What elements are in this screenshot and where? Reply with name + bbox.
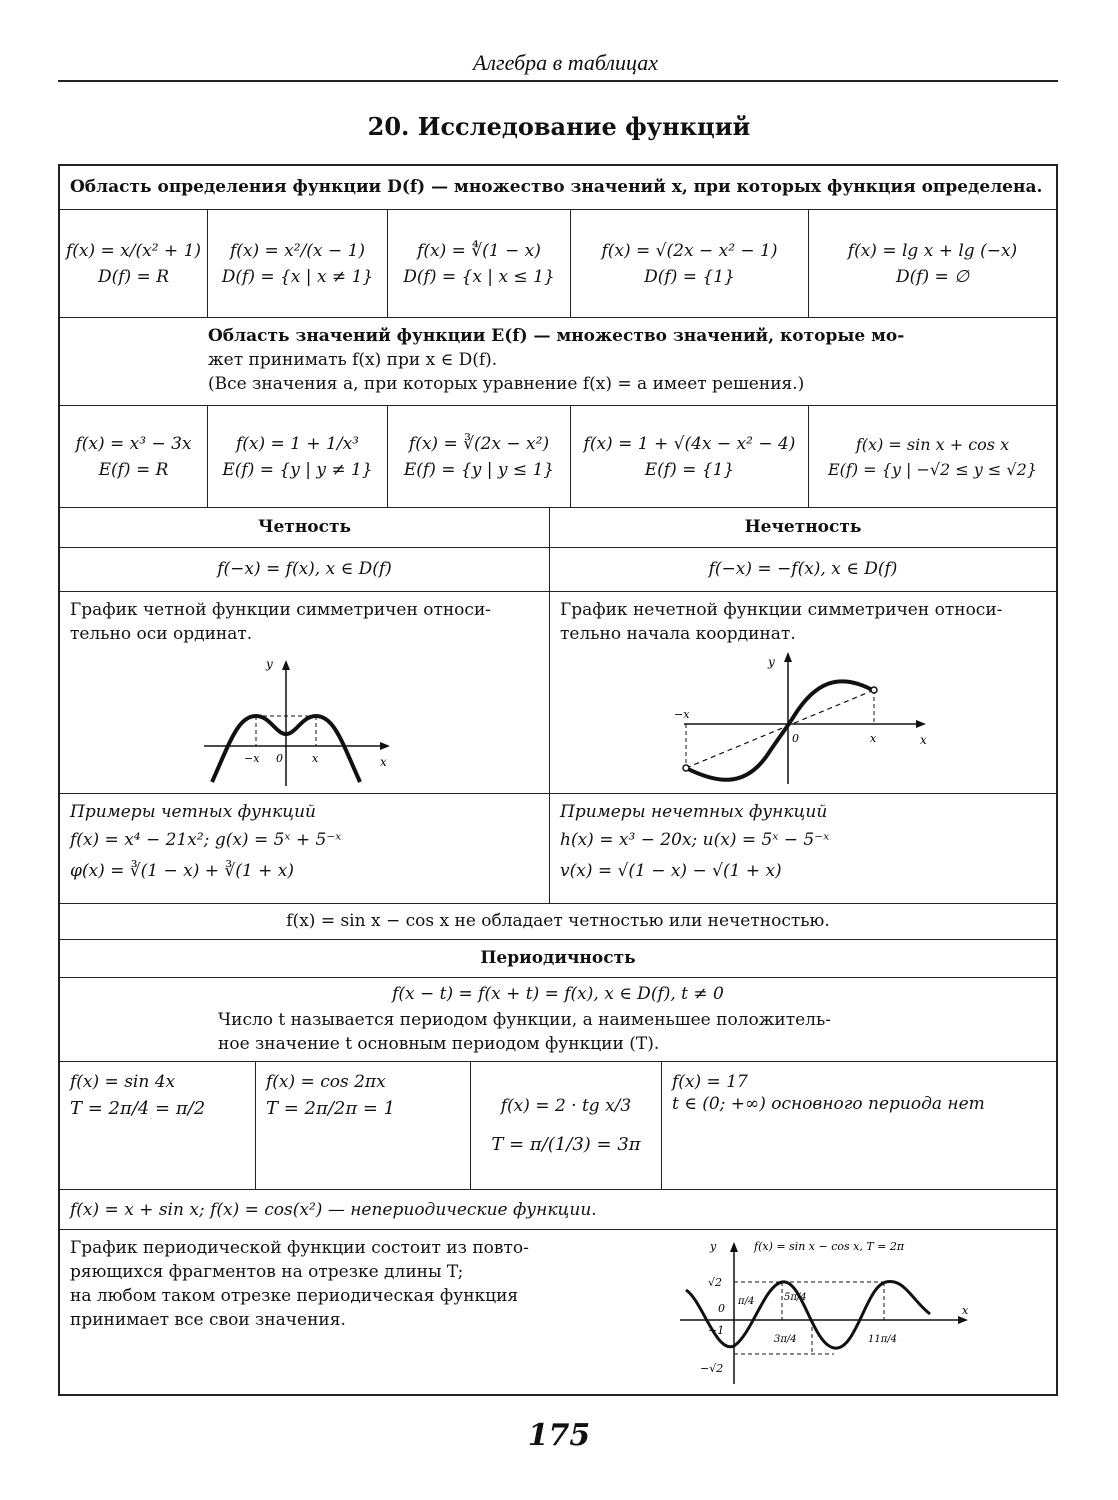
domain-example: f(x) = x²/(x − 1) D(f) = {x | x ≠ 1} — [208, 210, 388, 317]
x-label: x — [380, 755, 387, 769]
periodicity-definition: Число t называется периодом функции, а наименьшее положитель- ное значение t основным периодом функции (T). — [218, 1010, 831, 1054]
odd-function-graph — [664, 650, 934, 790]
running-title: Алгебра в таблицах — [472, 50, 658, 75]
range-example: f(x) = x³ − 3x E(f) = R — [60, 406, 208, 507]
domain-examples-row — [60, 210, 1056, 318]
odd-examples: Примеры нечетных функций h(x) = x³ − 20x; u(x) = 5ˣ − 5⁻ˣ v(x) = √(1 − x) − √(1 + x) — [560, 802, 830, 881]
odd-heading: Нечетность — [744, 517, 862, 537]
x-axis-arrow — [916, 720, 926, 728]
range-examples-row — [60, 406, 1056, 508]
domain-example: f(x) = ∜(1 − x) D(f) = {x | x ≤ 1} — [388, 210, 571, 317]
domain-definition-row — [60, 166, 1056, 210]
periodicity-examples-row — [60, 1062, 1056, 1190]
x-axis-arrow — [958, 1316, 968, 1324]
y-axis-arrow — [730, 1242, 738, 1252]
tick-pi-4: π/4 — [738, 1296, 755, 1307]
y-max-label: √2 — [708, 1276, 723, 1289]
periodicity-heading: Периодичность — [480, 948, 636, 968]
periodicity-definition-row — [60, 978, 1056, 1062]
zero-label: 0 — [718, 1302, 725, 1315]
tick-11pi-4: 11π/4 — [868, 1334, 898, 1345]
period-example: f(x) = 17 t ∈ (0; +∞) основного периода нет — [672, 1072, 985, 1114]
even-formula: f(−x) = f(x), x ∈ D(f) — [60, 548, 550, 591]
parity-formulas-row — [60, 548, 1056, 592]
running-header — [58, 46, 1058, 82]
range-example: f(x) = 1 + 1/x³ E(f) = {y | y ≠ 1} — [208, 406, 388, 507]
even-desc: тельно оси ординат. — [70, 624, 253, 644]
odd-formula: f(−x) = −f(x), x ∈ D(f) — [708, 559, 898, 579]
parity-headings-row — [60, 508, 1056, 548]
tick-3pi-4: 3π/4 — [774, 1334, 797, 1345]
range-definition-row — [60, 318, 1056, 406]
x-label: x — [962, 1304, 969, 1317]
x-axis-arrow — [380, 742, 390, 750]
x-label: x — [920, 733, 927, 747]
range-definition: Область значений функции E(f) — множество значений, которые мо- жет принимать f(x) при x ∈ D(f). (Все значения a, при которых уравнение f(x) = a имеет решения.) — [208, 326, 905, 394]
even-heading: Четность — [60, 508, 550, 547]
y-label: y — [266, 658, 273, 671]
y-label: y — [710, 1240, 717, 1253]
minus-one-label: −1 — [708, 1324, 725, 1337]
odd-graph-cell — [550, 592, 1056, 793]
point — [871, 687, 877, 693]
neg-x-label: −x — [674, 708, 690, 721]
domain-example: f(x) = x/(x² + 1) D(f) = R — [60, 210, 208, 317]
y-axis-arrow — [282, 660, 290, 670]
period-example: f(x) = sin 4x T = 2π/4 = π/2 — [60, 1062, 256, 1189]
pos-x-label: x — [312, 752, 319, 765]
even-desc: График четной функции симметричен относи- — [70, 600, 492, 620]
periodic-function-graph — [672, 1234, 972, 1392]
range-example: f(x) = sin x + cos x E(f) = {y | −√2 ≤ y ≤ √2} — [828, 434, 1037, 479]
y-axis-arrow — [784, 652, 792, 662]
y-min-label: −√2 — [700, 1362, 724, 1375]
parity-examples-row — [60, 794, 1056, 904]
periodic-desc: График периодической функции состоит из повто- ряющихся фрагментов на отрезке длины T; на любом таком отрезке периодическая функция принимает все свои значения. — [70, 1238, 529, 1330]
parity-graphs-row — [60, 592, 1056, 794]
tick-5pi-4: 5π/4 — [784, 1292, 807, 1303]
nonperiodic-row — [60, 1190, 1056, 1230]
page-number: 175 — [527, 1418, 591, 1453]
origin-label: 0 — [276, 752, 283, 765]
origin-label: 0 — [792, 732, 799, 745]
periodic-graph-row — [60, 1230, 1056, 1394]
neither-row — [60, 904, 1056, 940]
odd-desc: тельно начала координат. — [560, 624, 796, 644]
period-example: f(x) = 2 · tg x/3 T = π/(1/3) = 3π — [471, 1062, 662, 1189]
function-study-table — [58, 164, 1058, 1396]
neither-note: f(x) = sin x − cos x не обладает четностью или нечетностью. — [286, 911, 830, 931]
even-graph-cell — [60, 592, 550, 793]
domain-example: f(x) = √(2x − x² − 1) D(f) = {1} — [571, 210, 809, 317]
range-example: f(x) = ∛(2x − x²) E(f) = {y | y ≤ 1} — [388, 406, 571, 507]
nonperiodic-note: f(x) = x + sin x; f(x) = cos(x²) — непериодические функции. — [70, 1200, 597, 1220]
domain-example: f(x) = lg x + lg (−x) D(f) = ∅ — [847, 240, 1018, 287]
domain-definition: Область определения функции D(f) — множество значений x, при которых функция определена. — [70, 177, 1043, 197]
page-title: 20. Исследование функций — [367, 112, 751, 141]
periodicity-heading-row — [60, 940, 1056, 978]
y-label: y — [768, 655, 775, 669]
odd-desc: График нечетной функции симметричен относи- — [560, 600, 1003, 620]
period-example: f(x) = cos 2πx T = 2π/2π = 1 — [256, 1062, 471, 1189]
dashed-line — [686, 690, 874, 768]
odd-curve — [686, 681, 876, 779]
neg-x-label: −x — [244, 752, 260, 765]
point — [683, 765, 689, 771]
range-example: f(x) = 1 + √(4x − x² − 4) E(f) = {1} — [571, 406, 809, 507]
pos-x-label: x — [870, 732, 877, 745]
periodicity-formula: f(x − t) = f(x + t) = f(x), x ∈ D(f), t ≠ 0 — [392, 984, 724, 1004]
graph-caption: f(x) = sin x − cos x, T = 2π — [754, 1240, 905, 1253]
even-examples: Примеры четных функций f(x) = x⁴ − 21x²; g(x) = 5ˣ + 5⁻ˣ φ(x) = ∛(1 − x) + ∛(1 + x) — [60, 794, 550, 903]
even-function-graph — [200, 658, 400, 788]
